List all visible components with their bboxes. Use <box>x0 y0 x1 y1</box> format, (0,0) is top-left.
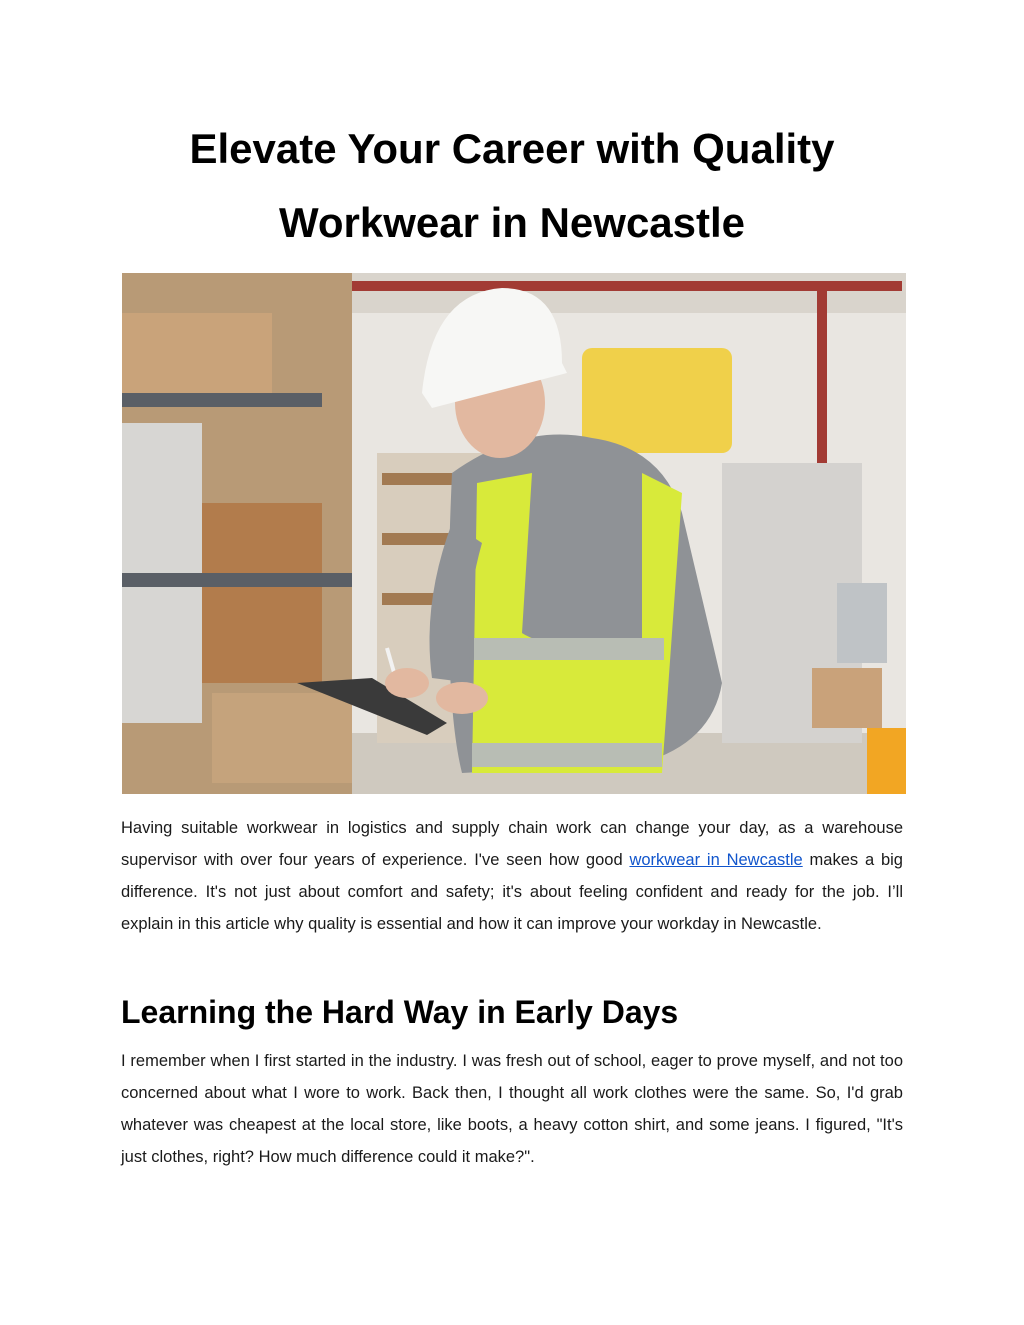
article-title: Elevate Your Career with Quality Workwear in Newcastle <box>189 125 835 246</box>
intro-text-start: Having suitable workwear in logistics and supply chain work can change your day, as a warehouse supervisor with over four years of experience. I've seen how good <box>121 819 903 869</box>
section-heading: Learning the Hard Way in Early Days <box>121 994 679 1030</box>
intro-text-end: makes a big difference. It's not just about comfort and safety; it's about feeling confident and ready for the job. I’ll explain in this article why quality is essential and how it can improve your workday in Newcastle. <box>121 851 903 933</box>
intro-paragraph <box>121 812 903 940</box>
workwear-newcastle-link[interactable]: workwear in Newcastle <box>629 851 803 869</box>
section-paragraph: I remember when I first started in the industry. I was fresh out of school, eager to prove myself, and not too concerned about what I wore to work. Back then, I thought all work clothes were the same. So, I'd grab whatever was cheapest at the local store, like boots, a heavy cotton shirt, and some jeans. I figured, "It's just clothes, right? How much difference could it make?". <box>121 1052 903 1166</box>
warehouse-worker-photo <box>122 273 906 794</box>
